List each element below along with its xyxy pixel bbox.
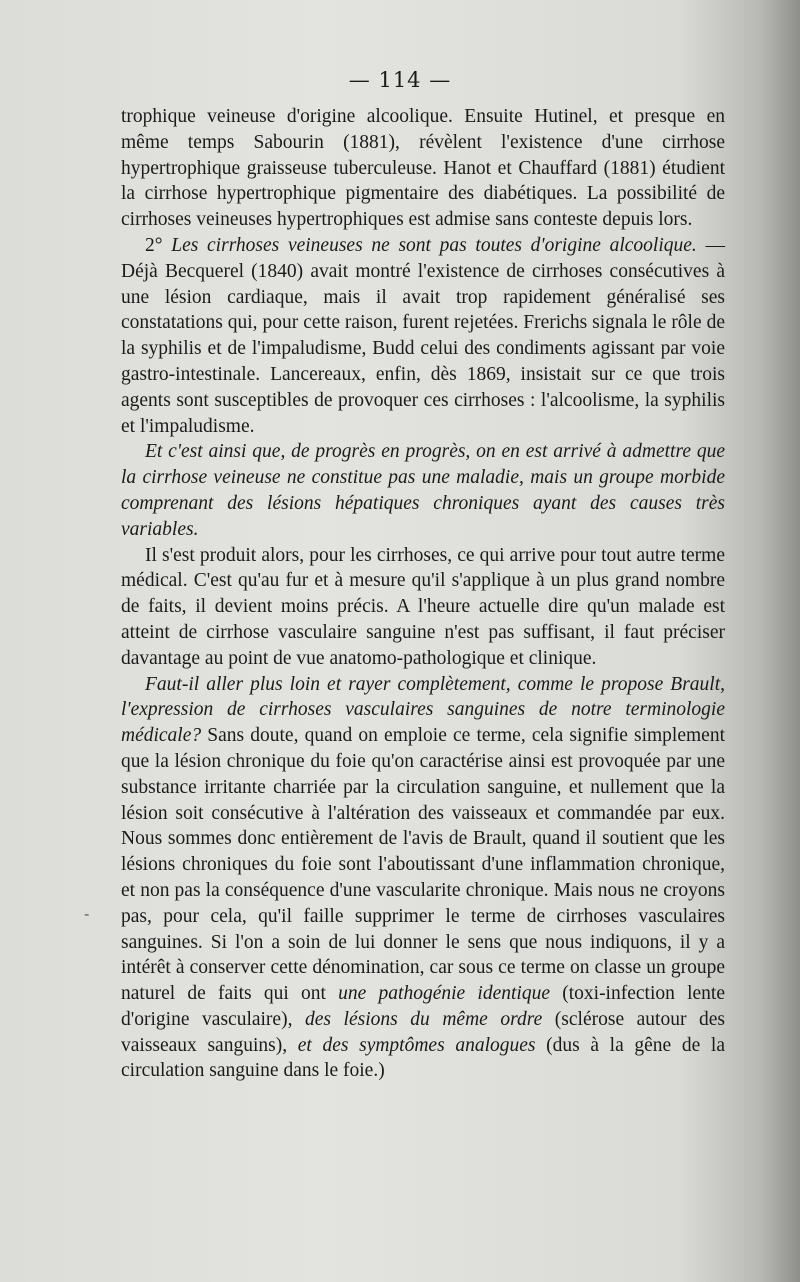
- paragraph-5: Faut-il aller plus loin et rayer complètement, comme le propose Brault, l'expression de cirrhoses vasculaires sanguines de notre terminologie médicale? Sans doute, quand on emploie ce terme, cela signifie simplement que la lésion chronique du foie qu'on caractérise ainsi est provoquée par une substance irritante charriée par la circulation sanguine, et nullement que la lésion soit consécutive à l'altération des vaisseaux et commandée par eux. Nous sommes donc entièrement de l'avis de Brault, quand il soutient que les lésions chroniques du foie sont l'aboutissant d'une inflammation chronique, et non pas la conséquence d'une vascularite chronique. Mais nous ne croyons pas, pour cela, qu'il faille supprimer le terme de cirrhoses vasculaires sanguines. Si l'on a soin de lui donner le sens que nous indiquons, il y a intérêt à conserver cette dénomination, car sous ce terme on classe un groupe naturel de faits qui ont une pathogénie identique (toxi-infection lente d'origine vasculaire), des lésions du même ordre (sclérose autour des vaisseaux sanguins), et des symptômes analogues (dus à la gêne de la circulation sanguine dans le foie.): [121, 673, 726, 1082]
- margin-mark: -: [84, 904, 90, 923]
- paragraph-4: Il s'est produit alors, pour les cirrhoses, ce qui arrive pour tout autre terme médical. C'est qu'au fur et à mesure qu'il s'applique à un plus grand nombre de faits, il devient moins précis. A l'heure actuelle dire qu'un malade est atteint de cirrhose vasculaire sanguine n'est pas suffisant, il faut préciser davantage au point de vue anatomo-pathologique et clinique.: [121, 544, 725, 669]
- page-number-header: — 114 —: [348, 68, 452, 92]
- body-text: [121, 104, 725, 1084]
- paragraph-2: 2° Les cirrhoses veineuses ne sont pas toutes d'origine alcoolique. — Déjà Becquerel (1840) avait montré l'existence de cirrhoses consécutives à une lésion cardiaque, mais il avait trop rapidement généralisé ses constatations qui, pour cette raison, furent rejetées. Frerichs signala le rôle de la syphilis et de l'impaludisme, Budd celui des condiments agissant par voie gastro-intestinale. Lancereaux, enfin, dès 1869, insistait sur ce que trois agents sont susceptibles de provoquer ces cirrhoses : l'alcoolisme, la syphilis et l'impaludisme.: [121, 234, 725, 437]
- paragraph-1: trophique veineuse d'origine alcoolique. Ensuite Hutinel, et presque en même temps Sabourin (1881), révèlent l'existence d'une cirrhose hypertrophique graisseuse tuberculeuse. Hanot et Chauffard (1881) étudient la cirrhose hypertrophique pigmentaire des diabétiques. La possibilité de cirrhoses veineuses hypertrophiques est admise sans conteste depuis lors.: [121, 106, 725, 231]
- paragraph-3: Et c'est ainsi que, de progrès en progrès, on en est arrivé à admettre que la cirrhose veineuse ne constitue pas une maladie, mais un groupe morbide comprenant des lésions hépatiques chroniques ayant des causes très variables.: [121, 441, 725, 540]
